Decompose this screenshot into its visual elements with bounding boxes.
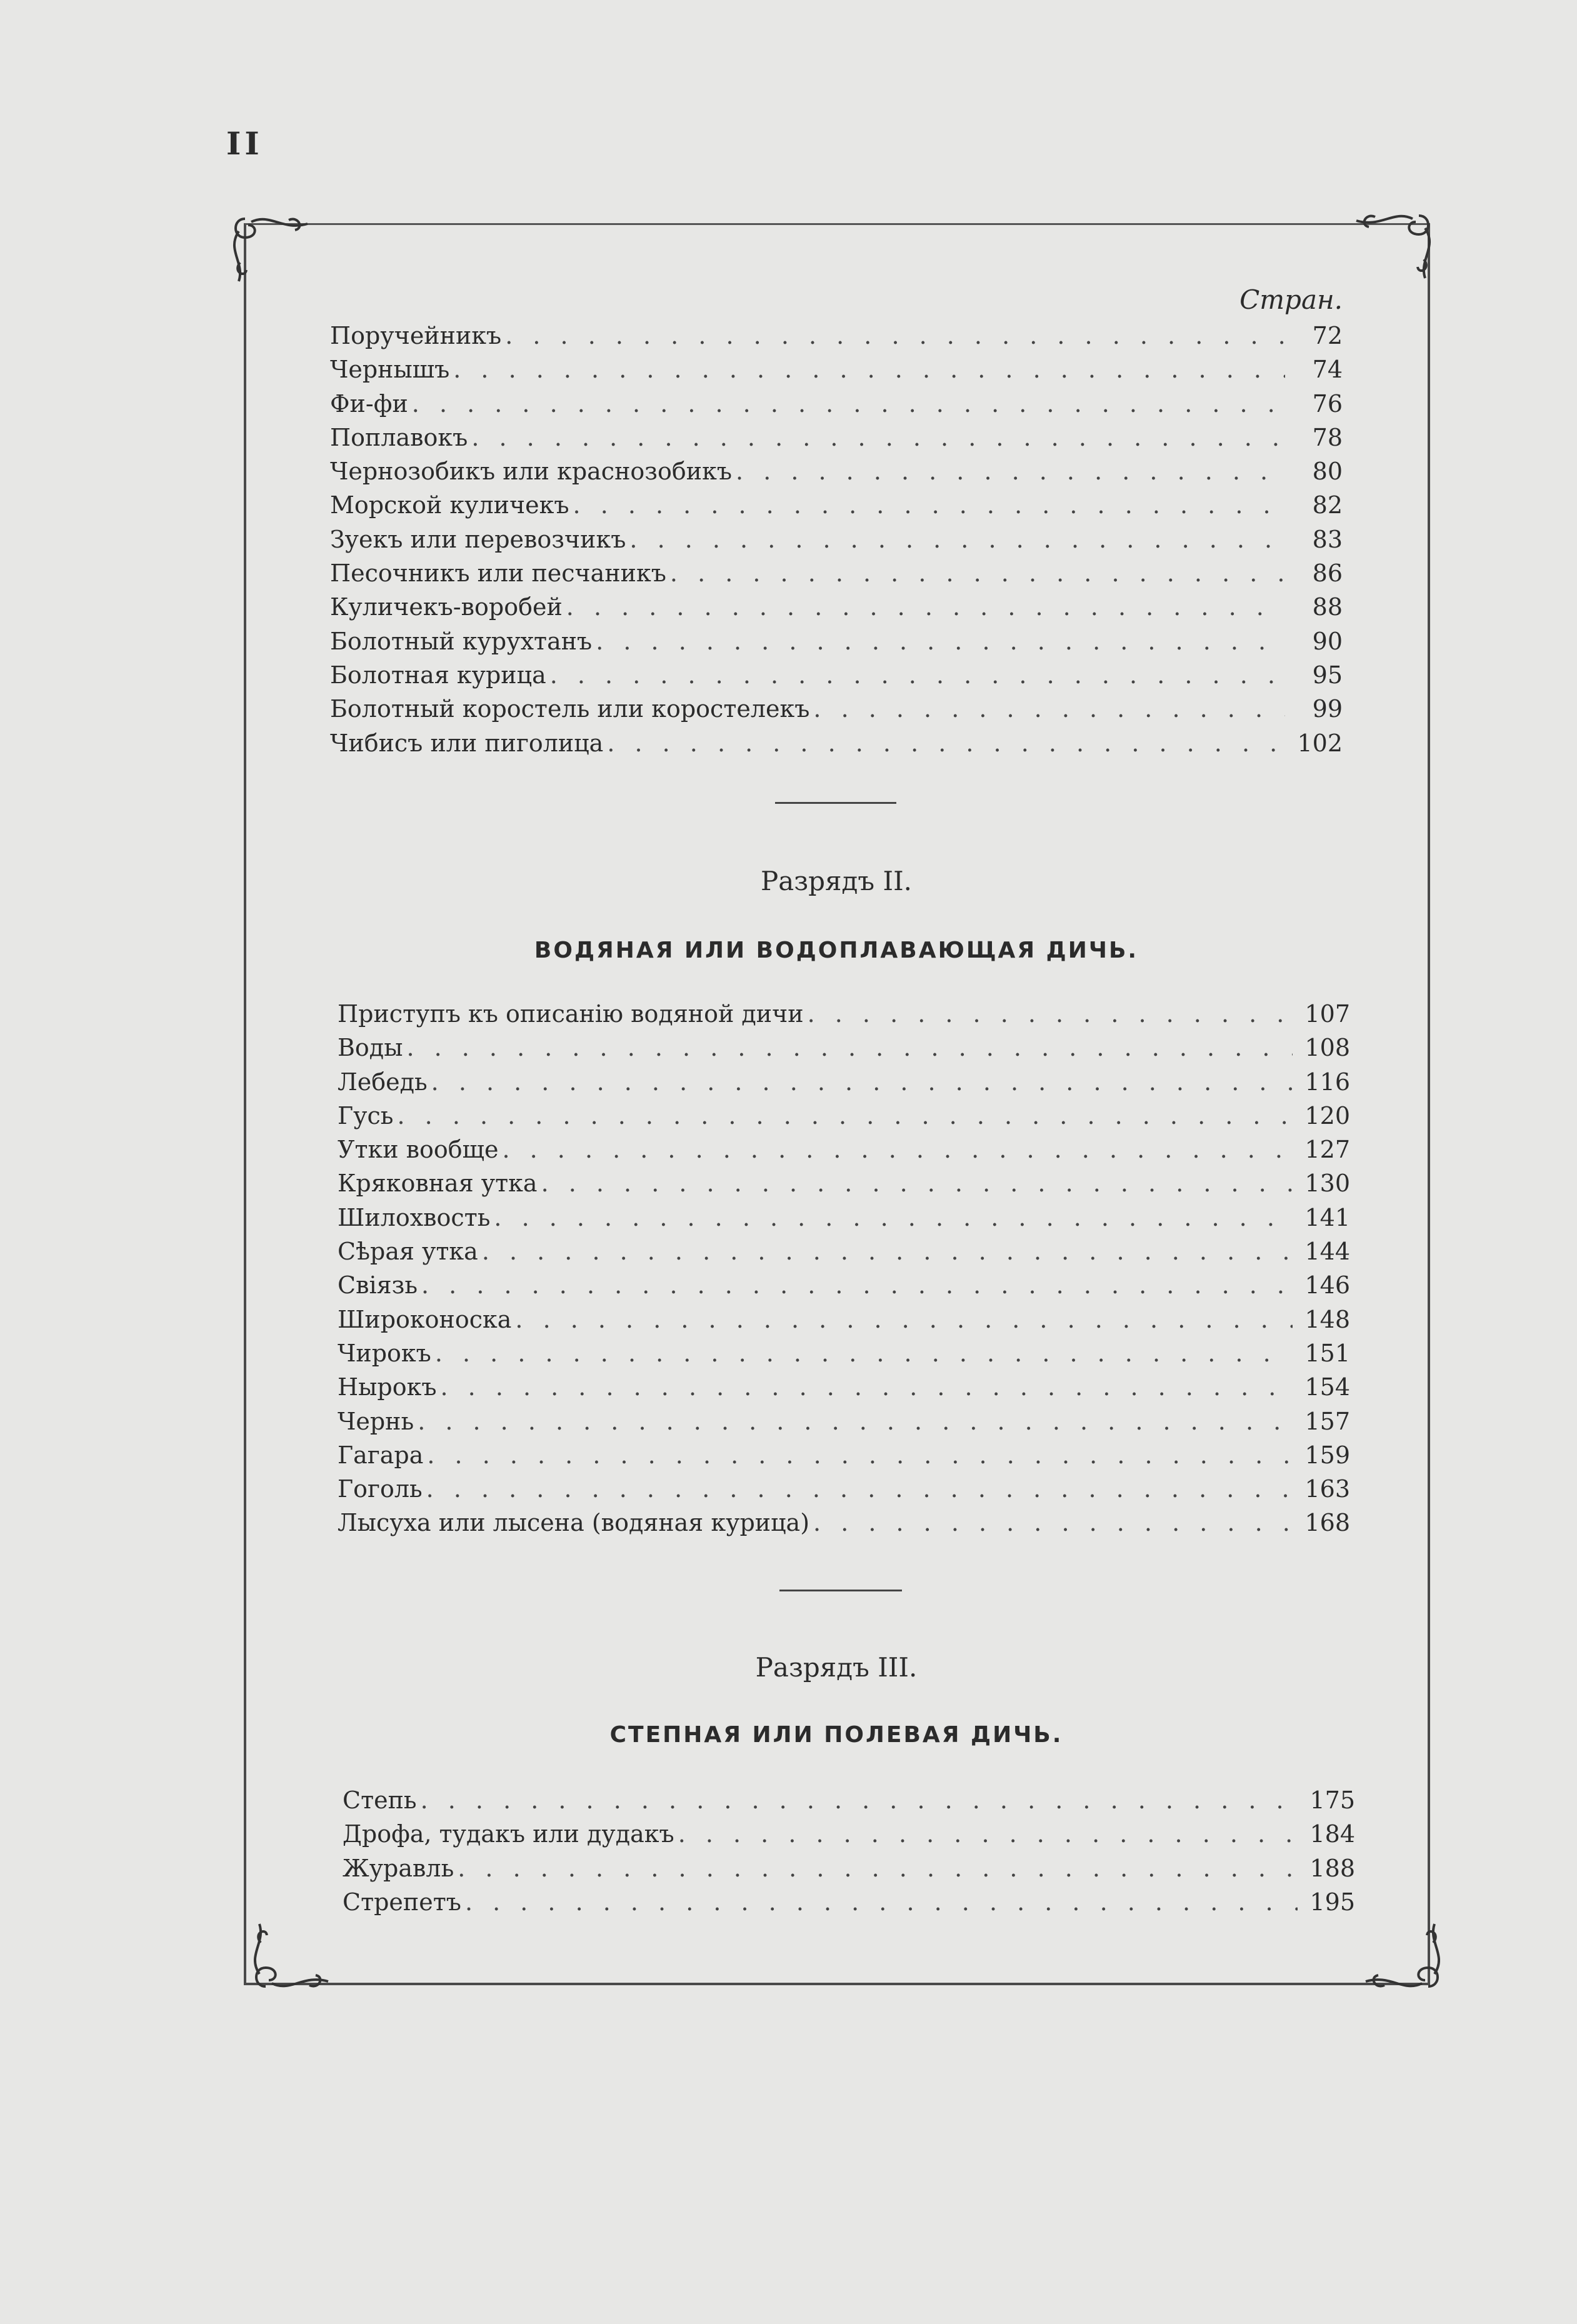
toc-entry-title: Чернь (338, 1407, 414, 1435)
dot-leader (453, 353, 1285, 386)
rank-heading: Разрядъ III. (755, 1652, 918, 1683)
toc-entry-page: 148 (1304, 1305, 1350, 1333)
toc-entry-page: 83 (1312, 525, 1343, 553)
toc-entry-title: Утки вообще (338, 1136, 499, 1164)
dot-leader (596, 624, 1285, 658)
toc-entry-title: Чибисъ или пиголица (330, 729, 604, 757)
toc-entry (330, 319, 1343, 353)
toc-entry (338, 1336, 1350, 1370)
toc-entry (338, 1031, 1350, 1064)
dot-leader (678, 1817, 1298, 1851)
toc-entry-page: 184 (1309, 1820, 1355, 1848)
dot-leader (629, 523, 1285, 556)
toc-entry-title: Поплавокъ (330, 423, 468, 451)
toc-entry-page: 86 (1312, 559, 1343, 588)
ornament-corner-icon (247, 1918, 341, 1993)
toc-entry-page: 127 (1304, 1136, 1350, 1164)
toc-entry (338, 1472, 1350, 1506)
dot-leader (426, 1472, 1293, 1506)
dot-leader (482, 1235, 1293, 1268)
toc-entry-title: Чернышъ (330, 356, 450, 384)
toc-entry (338, 1201, 1350, 1235)
toc-entry-title: Воды (338, 1034, 403, 1062)
toc-entry-title: Свіязь (338, 1271, 418, 1300)
toc-entry-title: Болотная курица (330, 661, 546, 689)
dot-leader (573, 488, 1285, 522)
toc-entry-page: 99 (1312, 695, 1343, 723)
rank-heading: Разрядъ II. (760, 866, 913, 896)
category-heading: СТЕПНАЯ ИЛИ ПОЛЕВАЯ ДИЧЬ. (609, 1722, 1063, 1748)
toc-entry (343, 1783, 1355, 1817)
dot-leader (406, 1031, 1293, 1064)
toc-entry-page: 116 (1304, 1068, 1350, 1096)
divider (775, 802, 896, 804)
toc-entry-page: 175 (1309, 1786, 1355, 1814)
toc-entry (343, 1851, 1355, 1885)
dot-leader (465, 1885, 1298, 1919)
toc-entry-title: Гусь (338, 1101, 394, 1129)
toc-entry (330, 387, 1343, 421)
dot-leader (505, 319, 1285, 353)
dot-leader (458, 1851, 1298, 1885)
dot-leader (813, 1506, 1293, 1540)
toc-entry (338, 1506, 1350, 1540)
toc-entry-title: Чернозобикъ или краснозобикъ (330, 458, 733, 486)
toc-entry (338, 1438, 1350, 1472)
toc-entry (330, 488, 1343, 522)
dot-leader (421, 1783, 1298, 1817)
toc-entry (343, 1817, 1355, 1851)
toc-entry (330, 726, 1343, 760)
toc-entry (338, 1405, 1350, 1438)
toc-entry-page: 95 (1312, 661, 1343, 689)
toc-entry (330, 556, 1343, 590)
toc-entry-title: Лебедь (338, 1068, 428, 1096)
dot-leader (418, 1405, 1293, 1438)
toc-entry-title: Гоголь (338, 1475, 423, 1503)
toc-entry-title: Чирокъ (338, 1339, 431, 1367)
toc-entry-page: 102 (1297, 729, 1343, 757)
toc-entry (338, 1133, 1350, 1166)
ornament-corner-icon (1353, 1918, 1447, 1993)
toc-entry-page: 157 (1304, 1407, 1350, 1435)
toc-entry-page: 120 (1304, 1101, 1350, 1129)
toc-entry-page: 80 (1312, 458, 1343, 486)
toc-entry (330, 658, 1343, 692)
toc-entry (330, 590, 1343, 624)
dot-leader (566, 590, 1285, 624)
dot-leader (421, 1268, 1293, 1302)
dot-leader (435, 1336, 1293, 1370)
dot-leader (808, 997, 1293, 1031)
toc-entry (330, 624, 1343, 658)
page-number: II (226, 125, 263, 162)
toc-entry-page: 76 (1312, 389, 1343, 418)
toc-entry-title: Дрофа, тудакъ или дудакъ (343, 1820, 674, 1848)
toc-entry-page: 146 (1304, 1271, 1350, 1300)
toc-entry-title: Зуекъ или перевозчикъ (330, 525, 626, 553)
dot-leader (494, 1201, 1293, 1235)
dot-leader (550, 658, 1285, 692)
toc-entry (330, 454, 1343, 488)
divider (779, 1590, 902, 1591)
toc-entry-page: 74 (1312, 356, 1343, 384)
toc-entry (338, 1235, 1350, 1268)
toc-entry-page: 151 (1304, 1339, 1350, 1367)
toc-entry-page: 144 (1304, 1238, 1350, 1266)
toc-entry-page: 130 (1304, 1170, 1350, 1198)
toc-entry (338, 1166, 1350, 1200)
category-heading: ВОДЯНАЯ ИЛИ ВОДОПЛАВАЮЩАЯ ДИЧЬ. (534, 938, 1139, 963)
dot-leader (813, 692, 1285, 726)
toc-entry-title: Приступъ къ описанію водяной дичи (338, 1000, 804, 1028)
toc-entry-page: 108 (1304, 1034, 1350, 1062)
toc-entry (338, 1099, 1350, 1133)
toc-entry-title: Песочникъ или песчаникъ (330, 559, 666, 588)
toc-entry (330, 692, 1343, 726)
dot-leader (431, 1065, 1293, 1099)
toc-entry (338, 1065, 1350, 1099)
toc-entry-title: Нырокъ (338, 1373, 437, 1401)
page-column-header: Стран. (1239, 284, 1343, 315)
dot-leader (471, 421, 1285, 454)
dot-leader (412, 387, 1285, 421)
toc-entry-title: Фи-фи (330, 389, 408, 418)
toc-entry-title: Сѣрая утка (338, 1238, 478, 1266)
dot-leader (607, 726, 1285, 760)
toc-entry-title: Лысуха или лысена (водяная курица) (338, 1509, 810, 1537)
dot-leader (502, 1133, 1293, 1166)
toc-entry-title: Поручейникъ (330, 322, 502, 349)
toc-entry-title: Гагара (338, 1441, 424, 1469)
toc-entry (343, 1885, 1355, 1919)
toc-entry (338, 1268, 1350, 1302)
toc-entry-page: 188 (1309, 1854, 1355, 1882)
dot-leader (736, 454, 1285, 488)
toc-entry (338, 1303, 1350, 1336)
dot-leader (515, 1303, 1293, 1336)
ornament-corner-icon (226, 213, 320, 288)
toc-entry-title: Журавль (343, 1854, 454, 1882)
toc-entry-title: Широконоска (338, 1305, 512, 1333)
toc-entry-page: 154 (1304, 1373, 1350, 1401)
toc-entry-title: Куличекъ-воробей (330, 593, 563, 621)
toc-entry-page: 159 (1304, 1441, 1350, 1469)
toc-entry-page: 78 (1312, 423, 1343, 451)
toc-entry-page: 72 (1312, 322, 1343, 349)
toc-entry-page: 141 (1304, 1203, 1350, 1231)
toc-entry-title: Болотный коростель или коростелекъ (330, 695, 810, 723)
dot-leader (427, 1438, 1293, 1472)
toc-entry (330, 353, 1343, 386)
dot-leader (441, 1370, 1293, 1404)
dot-leader (670, 556, 1285, 590)
toc-entry-title: Стрепетъ (343, 1888, 461, 1916)
toc-entry-page: 163 (1304, 1475, 1350, 1503)
toc-entry-page: 82 (1312, 491, 1343, 519)
dot-leader (398, 1099, 1293, 1133)
dot-leader (541, 1166, 1293, 1200)
ornament-corner-icon (1344, 209, 1438, 284)
toc-section-1 (330, 284, 1343, 760)
toc-entry-title: Шилохвость (338, 1203, 491, 1231)
toc-entry (330, 421, 1343, 454)
toc-entry-title: Степь (343, 1786, 417, 1814)
toc-entry-title: Морской куличекъ (330, 491, 569, 519)
toc-entry-page: 107 (1304, 1000, 1350, 1028)
toc-entry-page: 168 (1304, 1509, 1350, 1537)
toc-entry-page: 195 (1309, 1888, 1355, 1916)
toc-entry-title: Кряковная утка (338, 1170, 538, 1198)
toc-entry (338, 997, 1350, 1031)
toc-entry-title: Болотный курухтанъ (330, 627, 593, 655)
toc-entry-page: 90 (1312, 627, 1343, 655)
toc-entry-page: 88 (1312, 593, 1343, 621)
toc-entry (338, 1370, 1350, 1404)
toc-entry (330, 523, 1343, 556)
